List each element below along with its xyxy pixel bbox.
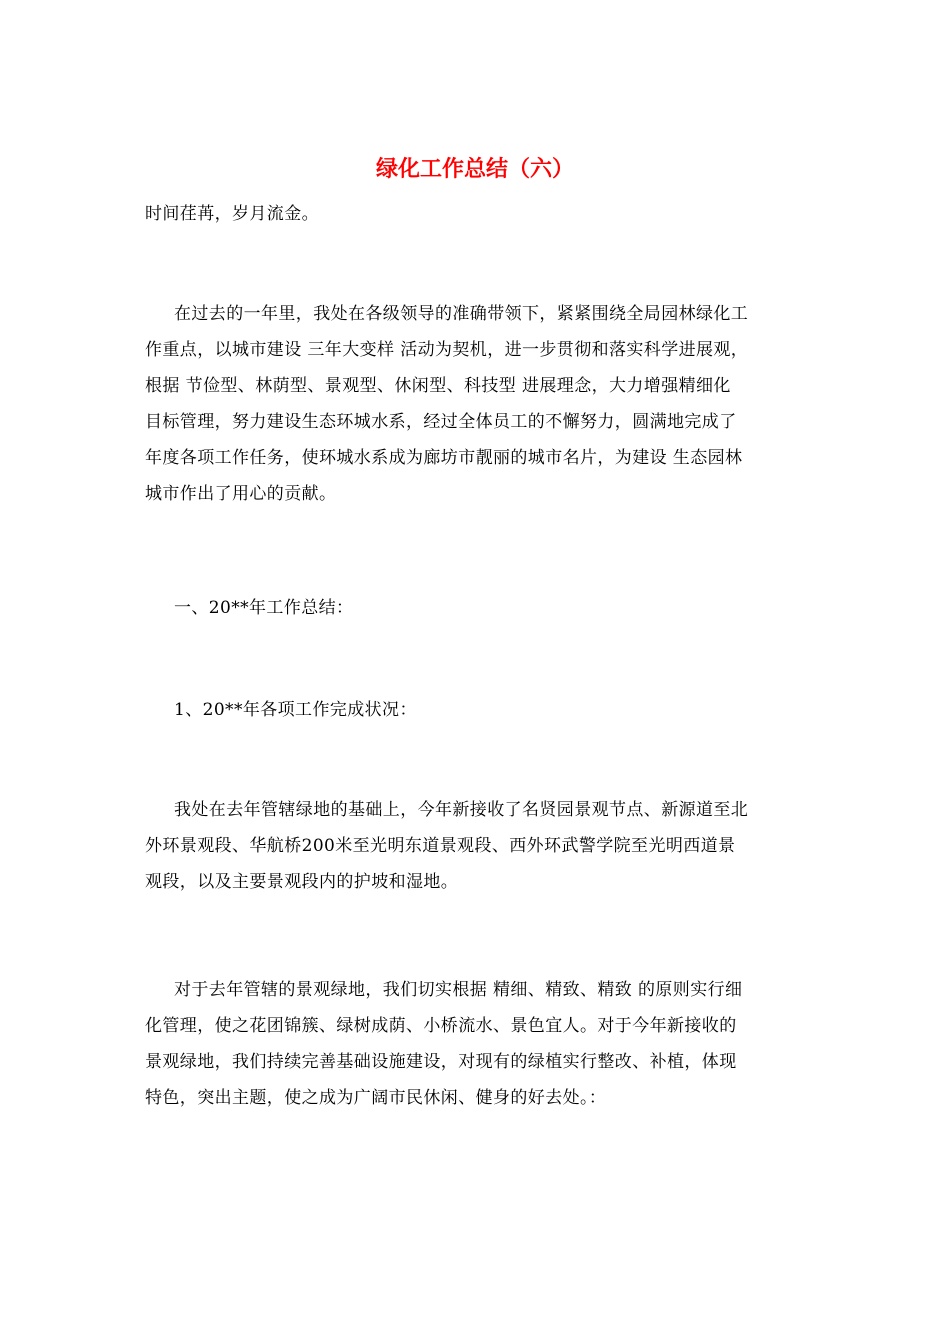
section-heading-status: 1、20**年各项工作完成状况： bbox=[174, 700, 417, 720]
paragraph-line: 作重点，以城市建设 三年大变样 活动为契机，进一步贯彻和落实科学进展观， bbox=[145, 340, 749, 360]
paragraph-line: 外环景观段、华航桥200米至光明东道景观段、西外环武警学院至光明西道景 bbox=[145, 836, 736, 856]
paragraph-line: 化管理，使之花团锦簇、绿树成荫、小桥流水、景色宜人。对于今年新接收的 bbox=[145, 1016, 737, 1036]
paragraph-line: 根据 节俭型、林荫型、景观型、休闲型、科技型 进展理念，大力增强精细化 bbox=[145, 376, 731, 396]
paragraph-management bbox=[145, 972, 810, 1116]
paragraph-line: 在过去的一年里，我处在各级领导的准确带领下，紧紧围绕全局园林绿化工 bbox=[174, 304, 749, 324]
paragraph-line: 我处在去年管辖绿地的基础上，今年新接收了名贤园景观节点、新源道至北 bbox=[174, 800, 749, 820]
paragraph-line: 特色，突出主题，使之成为广阔市民休闲、健身的好去处。： bbox=[145, 1088, 607, 1108]
paragraph-line: 对于去年管辖的景观绿地，我们切实根据 精细、精致、精致 的原则实行细 bbox=[174, 980, 743, 1000]
opening-line: 时间荏苒，岁月流金。 bbox=[145, 204, 319, 224]
paragraph-intro bbox=[145, 296, 810, 512]
paragraph-line: 城市作出了用心的贡献。 bbox=[145, 484, 337, 504]
paragraph-line: 年度各项工作任务，使环城水系成为廊坊市靓丽的城市名片，为建设 生态园林 bbox=[145, 448, 743, 468]
section-heading-summary: 一、20**年工作总结： bbox=[174, 598, 354, 618]
paragraph-line: 观段，以及主要景观段内的护坡和湿地。 bbox=[145, 872, 459, 892]
document-title: 绿化工作总结（六） bbox=[375, 157, 574, 182]
paragraph-green-areas bbox=[145, 792, 810, 900]
paragraph-line: 目标管理，努力建设生态环城水系，经过全体员工的不懈努力，圆满地完成了 bbox=[145, 412, 737, 432]
paragraph-line: 景观绿地，我们持续完善基础设施建设，对现有的绿植实行整改、补植，体现 bbox=[145, 1052, 737, 1072]
